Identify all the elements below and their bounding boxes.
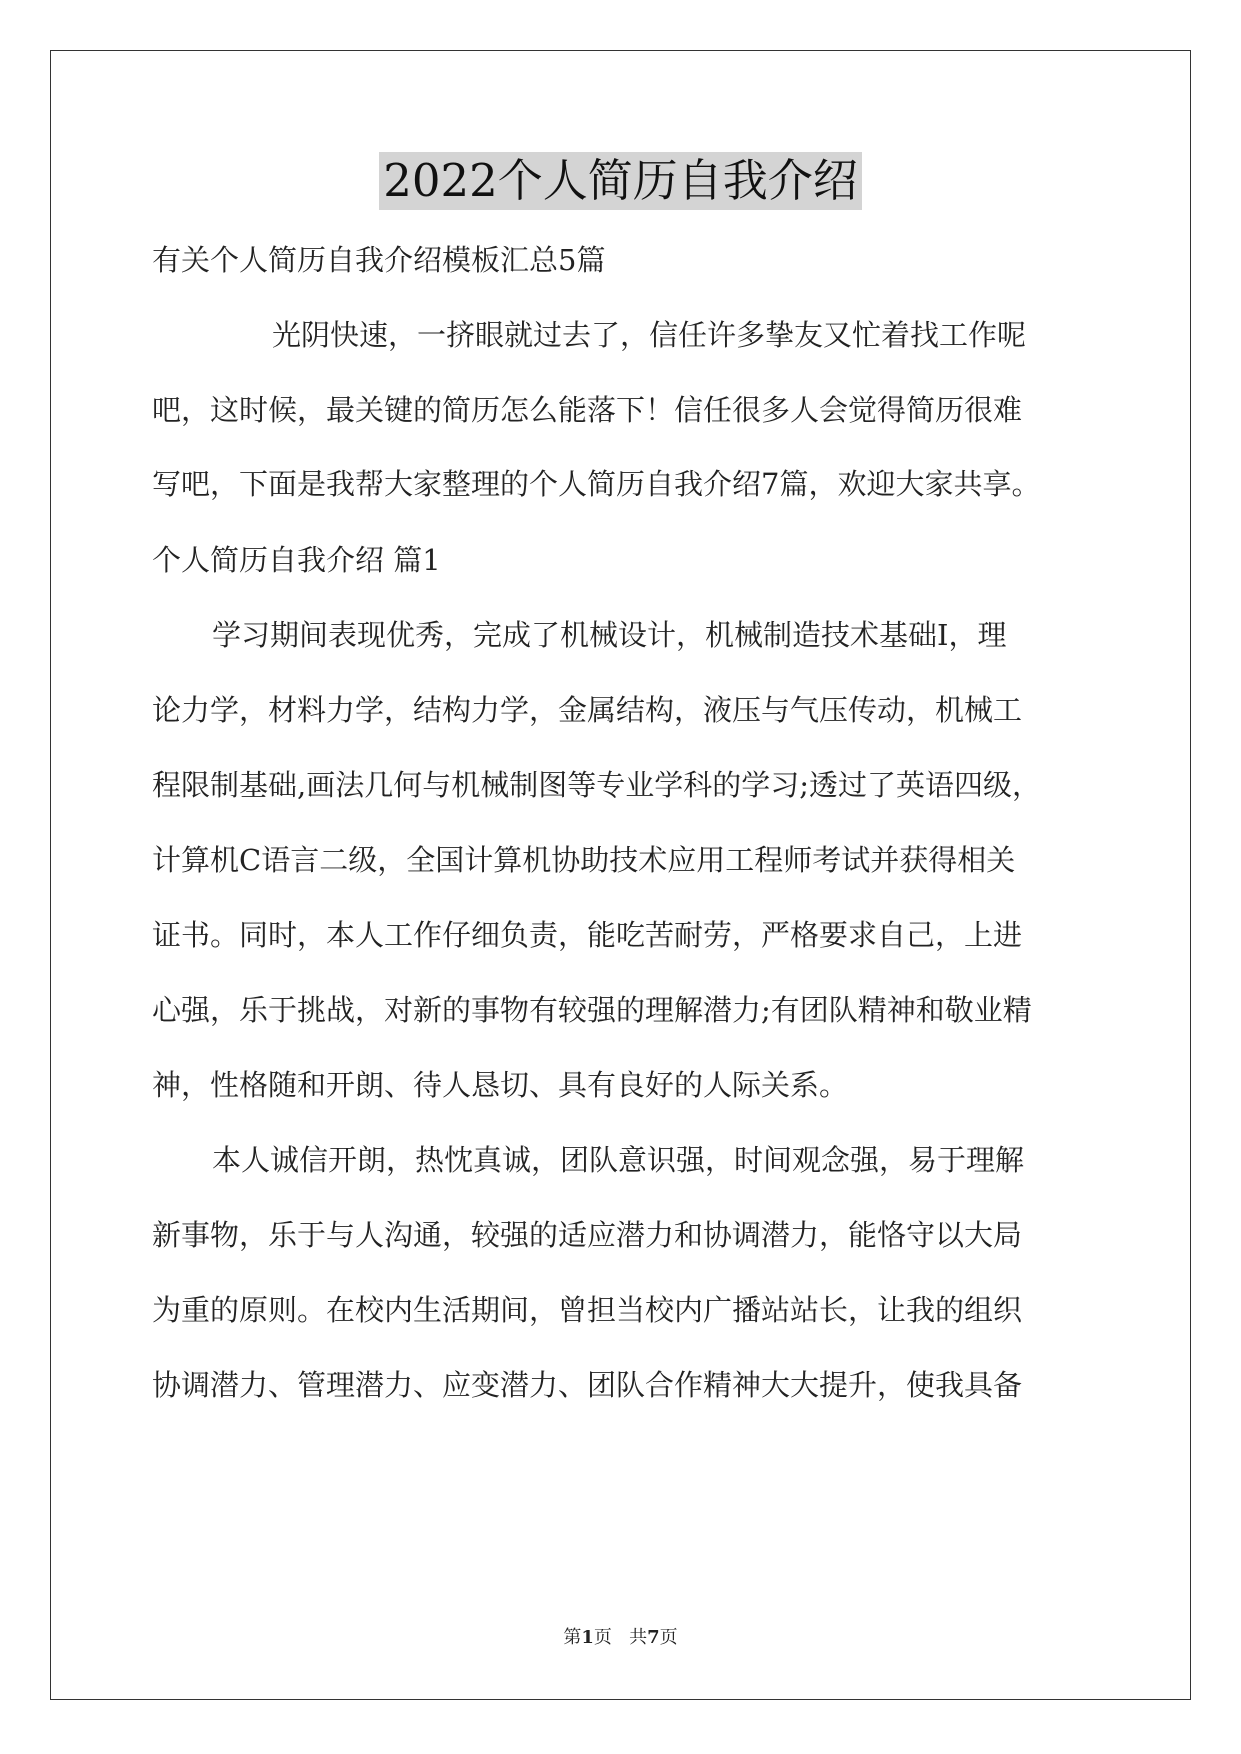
paragraph-line: 计算机C语言二级，全国计算机协助技术应用工程师考试并获得相关 — [152, 843, 1016, 877]
section-heading: 个人简历自我介绍 篇1 — [152, 543, 441, 577]
paragraph-line: 协调潜力、管理潜力、应变潜力、团队合作精神大大提升，使我具备 — [152, 1368, 1023, 1402]
page-current: 1 — [581, 1627, 594, 1648]
paragraph-line: 证书。同时，本人工作仔细负责，能吃苦耐劳，严格要求自己，上进 — [152, 918, 1023, 952]
paragraph-line: 本人诚信开朗，热忱真诚，团队意识强，时间观念强，易于理解 — [212, 1143, 1025, 1177]
paragraph-line: 程限制基础,画法几何与机械制图等专业学科的学习;透过了英语四级， — [152, 768, 1041, 802]
page-total: 7 — [647, 1627, 660, 1648]
page-footer — [0, 1626, 1241, 1650]
paragraph-line: 新事物，乐于与人沟通，较强的适应潜力和协调潜力，能恪守以大局 — [152, 1218, 1023, 1252]
page-suffix: 页 — [659, 1627, 678, 1648]
page-prefix: 第 — [563, 1627, 582, 1648]
page-mid: 页 共 — [593, 1627, 648, 1648]
title-container — [0, 152, 1241, 210]
paragraph-line: 论力学，材料力学，结构力学，金属结构，液压与气压传动，机械工 — [152, 693, 1023, 727]
paragraph-line: 为重的原则。在校内生活期间，曾担当校内广播站站长，让我的组织 — [152, 1293, 1023, 1327]
paragraph-line: 光阴快速，一挤眼就过去了，信任许多挚友又忙着找工作呢 — [272, 318, 1027, 352]
document-title: 2022个人简历自我介绍 — [379, 152, 862, 210]
subtitle-line: 有关个人简历自我介绍模板汇总5篇 — [152, 243, 606, 277]
paragraph-line: 神，性格随和开朗、待人恳切、具有良好的人际关系。 — [152, 1068, 849, 1102]
paragraph-line: 吧，这时候，最关键的简历怎么能落下！信任很多人会觉得简历很难 — [152, 393, 1023, 427]
paragraph-line: 心强，乐于挑战，对新的事物有较强的理解潜力;有团队精神和敬业精 — [152, 993, 1032, 1027]
paragraph-line: 学习期间表现优秀，完成了机械设计，机械制造技术基础Ⅰ，理 — [212, 618, 1007, 652]
paragraph-line: 写吧，下面是我帮大家整理的个人简历自我介绍7篇，欢迎大家共享。 — [152, 467, 1041, 501]
